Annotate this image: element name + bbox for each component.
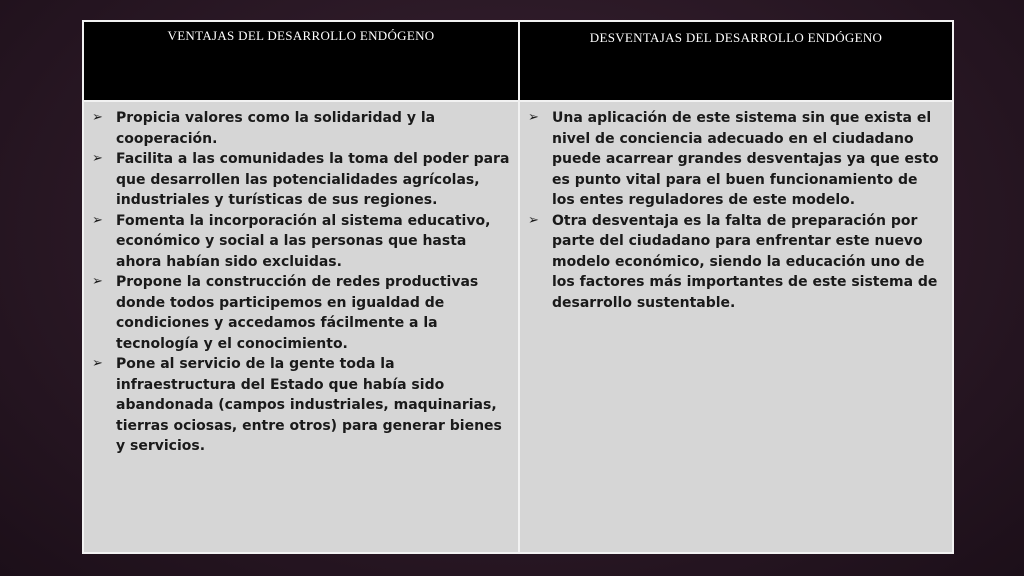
list-item-text: Fomenta la incorporación al sistema educativo, económico y social a las personas que hasta ahora habían sido excluidas. — [116, 212, 491, 270]
list-item — [526, 108, 944, 211]
list-item-text: Propone la construcción de redes productivas donde todos participemos en igualdad de condiciones y accedamos fácilmente a la tecnología y el conocimiento. — [116, 274, 479, 352]
arrowhead-bullet-icon: ➢ — [92, 110, 103, 125]
list-item-text: Facilita a las comunidades la toma del poder para que desarrollen las potencialidades agrícolas, industriales y turísticas de sus regiones. — [116, 151, 510, 208]
list-item — [90, 354, 510, 457]
arrowhead-bullet-icon: ➢ — [92, 212, 103, 228]
desventajas-list — [526, 108, 944, 313]
arrowhead-bullet-icon: ➢ — [528, 212, 539, 228]
list-item — [90, 211, 510, 273]
ventajas-header: VENTAJAS DEL DESARROLLO ENDÓGENO — [84, 22, 518, 100]
ventajas-list — [90, 108, 510, 457]
list-item-text: Propicia valores como la solidaridad y la cooperación. — [116, 110, 436, 147]
list-item — [90, 149, 510, 211]
list-item-text: Una aplicación de este sistema sin que exista el nivel de conciencia adecuado en el ciudadano puede acarrear grandes desventajas ya que esto es punto vital para el buen funcionamiento de los entes reguladores de este modelo. — [552, 110, 939, 208]
desventajas-cell — [520, 102, 952, 552]
list-item — [526, 211, 944, 314]
arrowhead-bullet-icon: ➢ — [92, 274, 103, 289]
list-item-text: Pone al servicio de la gente toda la infraestructura del Estado que había sido abandonada (campos industriales, maquinarias, tierras ociosas, entre otros) para generar bienes y servicios. — [116, 356, 502, 454]
ventajas-cell — [84, 102, 518, 552]
desventajas-header: DESVENTAJAS DEL DESARROLLO ENDÓGENO — [520, 22, 952, 100]
list-item — [90, 108, 510, 149]
arrowhead-bullet-icon: ➢ — [528, 110, 539, 125]
comparison-table — [82, 20, 954, 554]
arrowhead-bullet-icon: ➢ — [92, 356, 103, 371]
list-item — [90, 272, 510, 354]
arrowhead-bullet-icon: ➢ — [92, 151, 103, 166]
list-item-text: Otra desventaja es la falta de preparación por parte del ciudadano para enfrentar este nuevo modelo económico, siendo la educación uno de los factores más importantes de este sistema de desarrollo sustentable. — [552, 212, 938, 311]
